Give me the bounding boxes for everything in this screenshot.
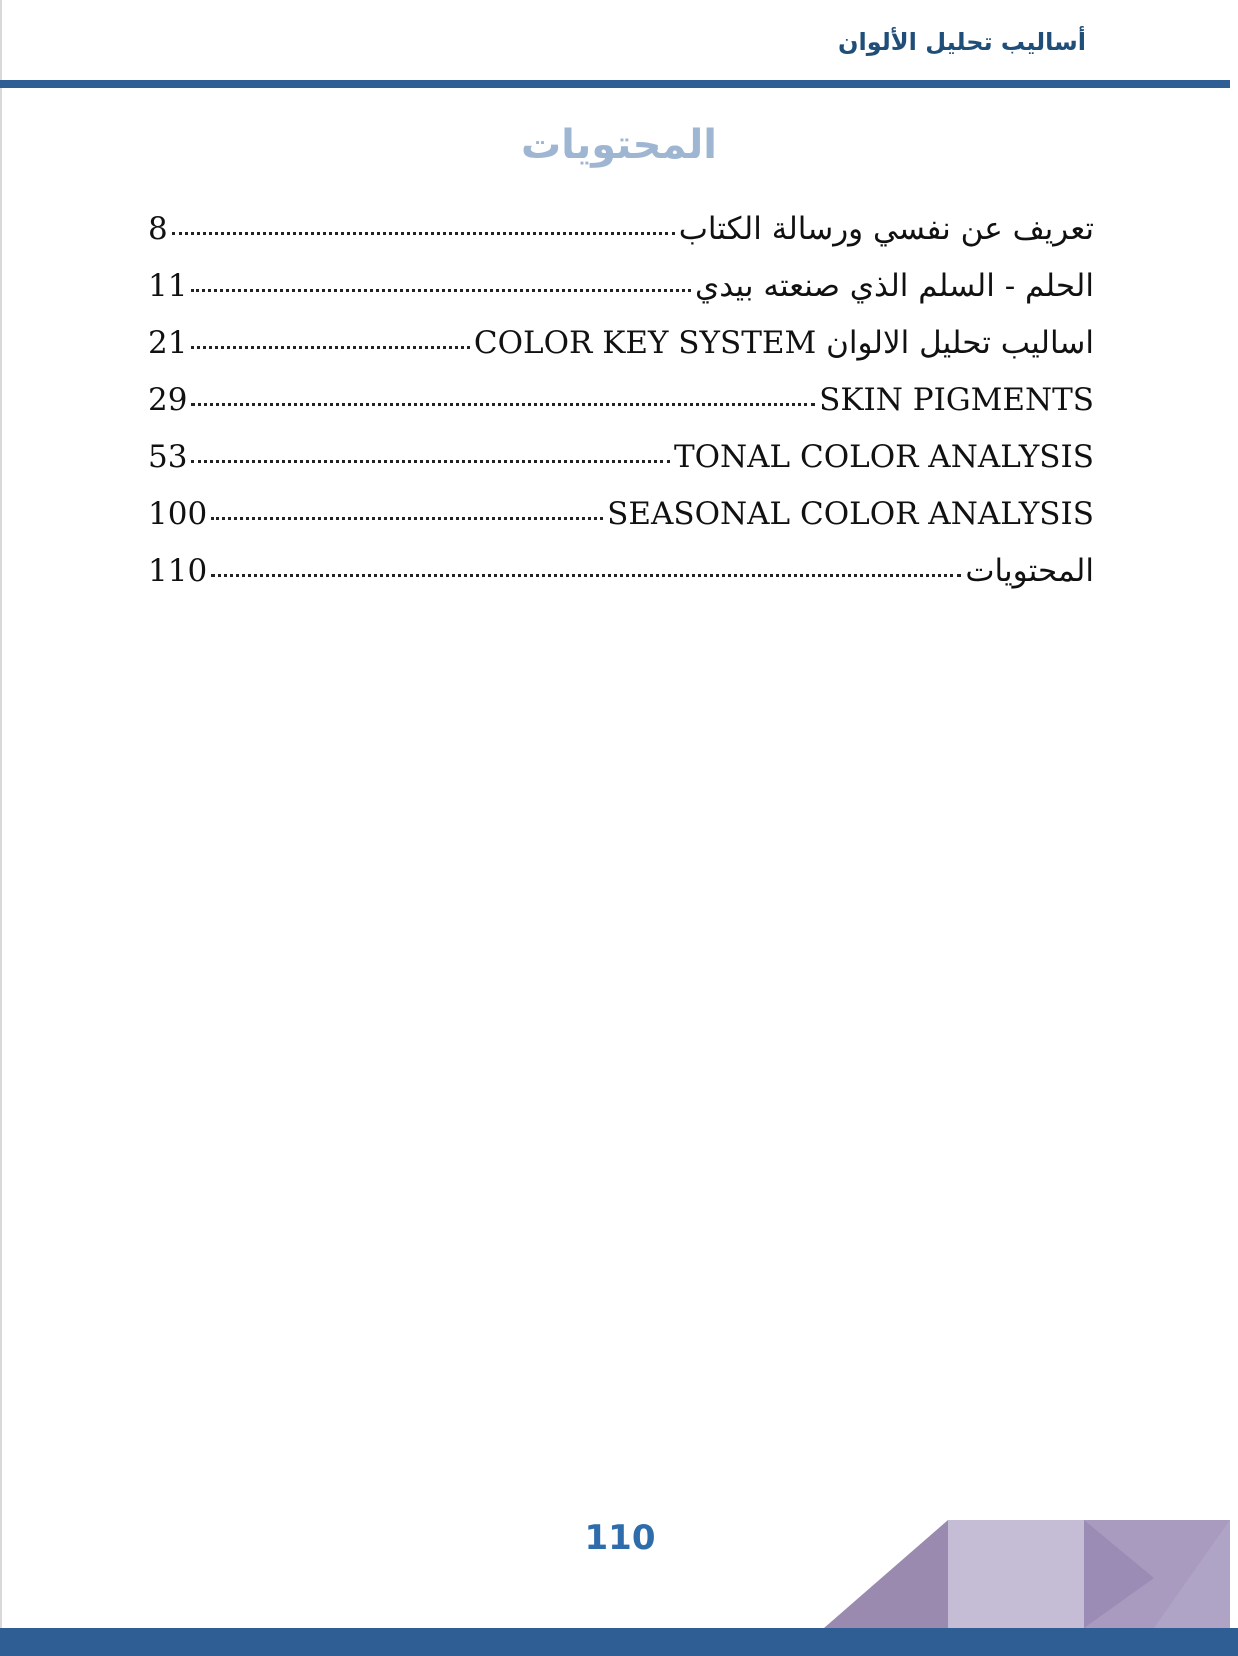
toc-entry-page: 11 (148, 268, 188, 304)
toc-entry-page: 8 (148, 211, 168, 247)
toc-entry-page: 110 (148, 553, 208, 589)
toc-entry[interactable] (148, 379, 1094, 436)
toc-entry-title: SKIN PIGMENTS (819, 382, 1094, 418)
toc-leader-dots (211, 546, 961, 577)
toc-entry[interactable] (148, 322, 1094, 379)
toc-leader-dots (172, 204, 675, 235)
toc-entry-title: المحتويات (965, 553, 1094, 589)
running-header-title: أساليب تحليل الألوان (838, 28, 1086, 56)
toc-entry-page: 21 (148, 325, 188, 361)
toc-entry-page: 29 (148, 382, 188, 418)
toc-entry[interactable] (148, 493, 1094, 550)
corner-shape-light (948, 1520, 1084, 1628)
toc-entry-title: الحلم - السلم الذي صنعته بيدي (694, 268, 1094, 304)
page-number: 110 (584, 1518, 656, 1558)
toc-entry-title: TONAL COLOR ANALYSIS (673, 439, 1094, 475)
toc-entry-page: 100 (148, 496, 208, 532)
toc-leader-dots (191, 261, 691, 292)
toc-entry-title: SEASONAL COLOR ANALYSIS (607, 496, 1094, 532)
toc-entry-title: تعريف عن نفسي ورسالة الكتاب (678, 211, 1094, 247)
toc-leader-dots (191, 375, 815, 406)
toc-leader-dots (191, 432, 669, 463)
toc-entry[interactable] (148, 550, 1094, 607)
corner-decoration-graphic (824, 1520, 1230, 1628)
footer-bar (0, 1628, 1238, 1656)
contents-heading: المحتويات (520, 122, 717, 168)
toc-entry[interactable] (148, 265, 1094, 322)
page-edge (0, 0, 2, 1656)
header-rule (0, 80, 1230, 88)
toc-entry-page: 53 (148, 439, 188, 475)
toc-entry[interactable] (148, 208, 1094, 265)
toc-entry[interactable] (148, 436, 1094, 493)
toc-leader-dots (211, 489, 603, 520)
toc-leader-dots (191, 318, 469, 349)
table-of-contents (148, 208, 1094, 607)
toc-entry-title: COLOR KEY SYSTEM اساليب تحليل الالوان (473, 325, 1094, 361)
